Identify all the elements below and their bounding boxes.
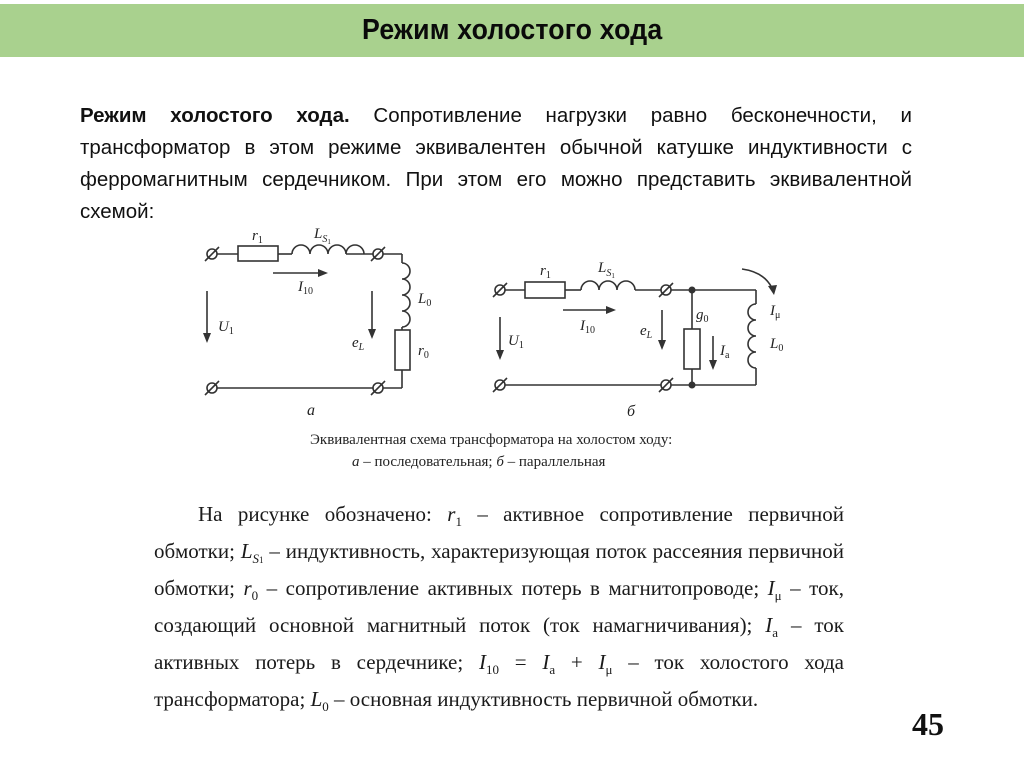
- label-ls1: $L_S1$: [598, 260, 615, 280]
- label-el: $e_L$: [640, 323, 653, 341]
- label-ls1: $L_S1$: [314, 226, 331, 246]
- label-l0: $L_0$: [770, 336, 784, 354]
- intro-text: Сопротивление нагрузки равно бесконечности, и трансформатор в этом режиме эквивалентен обычной катушке индуктивности с ферромагнитным сердечником. При этом его можно представить эквивалентной схемой:: [80, 104, 912, 223]
- caption-line-1: Эквивалентная схема трансформатора на холостом ходу:: [310, 432, 673, 448]
- slide-title: Режим холостого хода: [361, 14, 663, 46]
- figure-label-a: а: [307, 402, 315, 419]
- excerpt-paragraph: На рисунке обозначено: $r_1$ – активное сопротивление первичной обмотки; $L_{S1}$ – индуктивность, характеризующая поток рассеяния первичной обмотки; $r_0$ – сопротивление активных потерь в магнитопроводе; $I_\mu$ – ток, создающий основной магнитный поток (ток намагничивания); $I_а$ – ток активных потерь в сердечнике; $I_{10} = I_а + I_\mu$ – ток холостого хода трансформатора; $L_0$ – основная индуктивность первичной обмотки.: [154, 502, 845, 714]
- figure-label-b: б: [627, 403, 636, 420]
- label-r0: $r_0$: [418, 343, 429, 361]
- slide-title-bar: [0, 4, 1024, 57]
- page-number: 45: [912, 706, 944, 742]
- intro-bold-lead: Режим холостого хода.: [80, 104, 350, 127]
- circuit-diagram-parallel: [480, 240, 800, 425]
- label-imu: $I_\mu$: [770, 303, 781, 321]
- textbook-excerpt: [154, 496, 844, 718]
- label-r1: $r_1$: [540, 263, 551, 281]
- circuit-diagram-series: [190, 225, 450, 425]
- label-u1: $U_1$: [218, 319, 234, 337]
- label-l0: $L_0$: [418, 291, 432, 309]
- label-ia: $I_а$: [720, 343, 730, 361]
- figure-caption: [310, 429, 780, 473]
- intro-paragraph: [80, 100, 912, 228]
- caption-line-2: а – последовательная; б – параллельная: [352, 454, 606, 470]
- label-u1: $U_1$: [508, 333, 524, 351]
- label-i10: $I_{10}$: [580, 318, 595, 336]
- label-g0: $g_0$: [696, 307, 709, 325]
- label-el: $e_L$: [352, 335, 365, 353]
- label-r1: $r_1$: [252, 228, 263, 246]
- label-i10: $I_{10}$: [298, 279, 313, 297]
